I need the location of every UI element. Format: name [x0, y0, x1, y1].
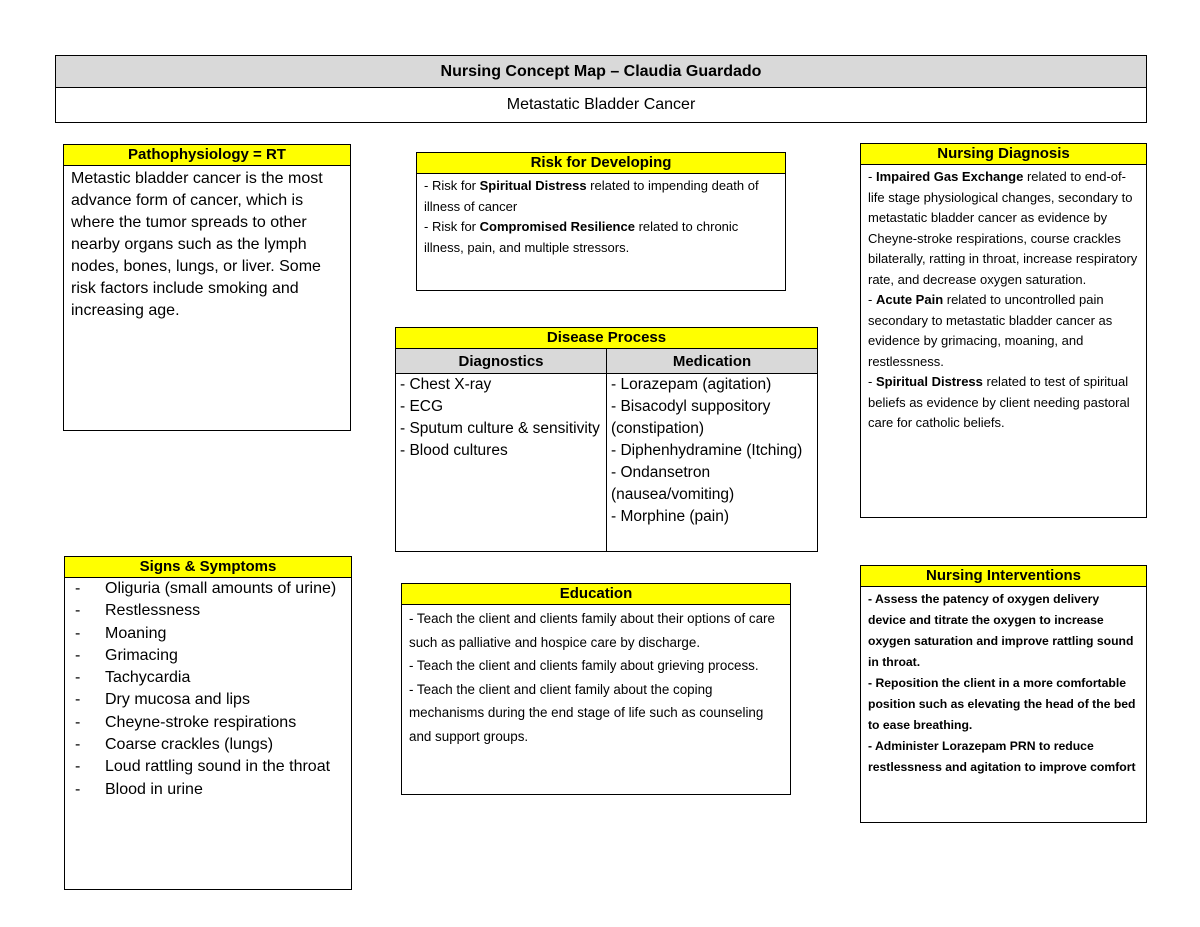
list-item: - Cheyne-stroke respirations [75, 713, 297, 731]
signs-header: Signs & Symptoms [65, 557, 351, 578]
diagnostic-item: - ECG [400, 398, 444, 415]
medication-item: - Ondansetron (nausea/vomiting) [611, 464, 735, 503]
risk-box [416, 152, 786, 291]
list-item: - Coarse crackles (lungs) [75, 736, 274, 754]
education-box [401, 583, 791, 795]
list-item: - Oliguria (small amounts of urine) [75, 580, 337, 597]
intervention-item: - Reposition the client in a more comfortable position such as elevating the head of the bed to ease breathing. [868, 676, 1136, 732]
interventions-list [861, 587, 1146, 780]
list-item: - Loud rattling sound in the throat [75, 758, 331, 776]
interventions-box [860, 565, 1147, 823]
diagnostics-cell [396, 374, 607, 553]
medication-column-header: Medication [607, 349, 818, 374]
title-block [55, 55, 1147, 123]
diagnosis-item: - Acute Pain related to uncontrolled pain secondary to metastatic bladder cancer as evidence by grimacing, moaning, and restlessness. [868, 292, 1113, 369]
risk-item: - Risk for Spiritual Distress related to impending death of illness of cancer [424, 178, 759, 214]
pathophysiology-box [63, 144, 351, 431]
list-item: - Blood in urine [75, 780, 203, 798]
risk-header: Risk for Developing [417, 153, 785, 174]
education-item: - Teach the client and client family about the coping mechanisms during the end stage of life such as counseling and support groups. [409, 681, 764, 744]
diagnostic-item: - Sputum culture & sensitivity [400, 420, 600, 437]
disease-process-header: Disease Process [396, 328, 817, 349]
diagnostic-item: - Chest X-ray [400, 376, 492, 393]
education-list [402, 605, 790, 750]
signs-box [64, 556, 352, 890]
pathophysiology-text: Metastic bladder cancer is the most advance form of cancer, which is where the tumor spreads to other nearby organs such as the lymph nodes, bones, lungs, or liver. Some risk factors include smoking and increasing age. [71, 170, 323, 319]
page-subtitle: Metastatic Bladder Cancer [506, 96, 696, 113]
diagnosis-item: - Impaired Gas Exchange related to end-of-life stage physiological changes, secondary to metastatic bladder cancer as evidence by Cheyne-stroke respirations, course crackles bilaterally, ratting in throat, increase respiratory rate, and decrease oxygen saturation. [868, 169, 1138, 287]
diagnostic-item: - Blood cultures [400, 442, 508, 459]
list-item: - Dry mucosa and lips [75, 691, 250, 709]
medication-item: - Bisacodyl suppository (constipation) [611, 398, 771, 437]
diagnosis-box [860, 143, 1147, 518]
intervention-item: - Assess the patency of oxygen delivery device and titrate the oxygen to increase oxygen saturation and improve rattling sound in throat. [868, 592, 1134, 669]
medication-item: - Diphenhydramine (Itching) [611, 442, 803, 459]
disease-process-box [395, 327, 818, 552]
signs-list [65, 578, 351, 801]
pathophysiology-header: Pathophysiology = RT [64, 145, 350, 166]
list-item: - Restlessness [75, 602, 201, 620]
diagnosis-list [861, 165, 1146, 436]
diagnosis-item: - Spiritual Distress related to test of spiritual beliefs as evidence by client needing pastoral care for catholic beliefs. [868, 374, 1130, 430]
page-title: Nursing Concept Map – Claudia Guardado [56, 56, 1146, 88]
list-item: - Grimacing [75, 646, 178, 664]
education-item: - Teach the client and clients family about their options of care such as palliative and hospice care by discharge. [409, 611, 775, 650]
risk-list [417, 174, 785, 260]
medication-item: - Morphine (pain) [611, 508, 730, 525]
diagnosis-header: Nursing Diagnosis [861, 144, 1146, 165]
list-item: - Tachycardia [75, 669, 191, 687]
education-header: Education [402, 584, 790, 605]
intervention-item: - Administer Lorazepam PRN to reduce restlessness and agitation to improve comfort [868, 739, 1136, 774]
medication-cell [607, 374, 818, 553]
education-item: - Teach the client and clients family about grieving process. [409, 658, 759, 673]
risk-item: - Risk for Compromised Resilience related to chronic illness, pain, and multiple stressors. [424, 219, 739, 255]
diagnostics-column-header: Diagnostics [396, 349, 607, 374]
disease-process-table [396, 349, 817, 552]
medication-item: - Lorazepam (agitation) [611, 376, 772, 393]
interventions-header: Nursing Interventions [861, 566, 1146, 587]
list-item: - Moaning [75, 624, 167, 642]
